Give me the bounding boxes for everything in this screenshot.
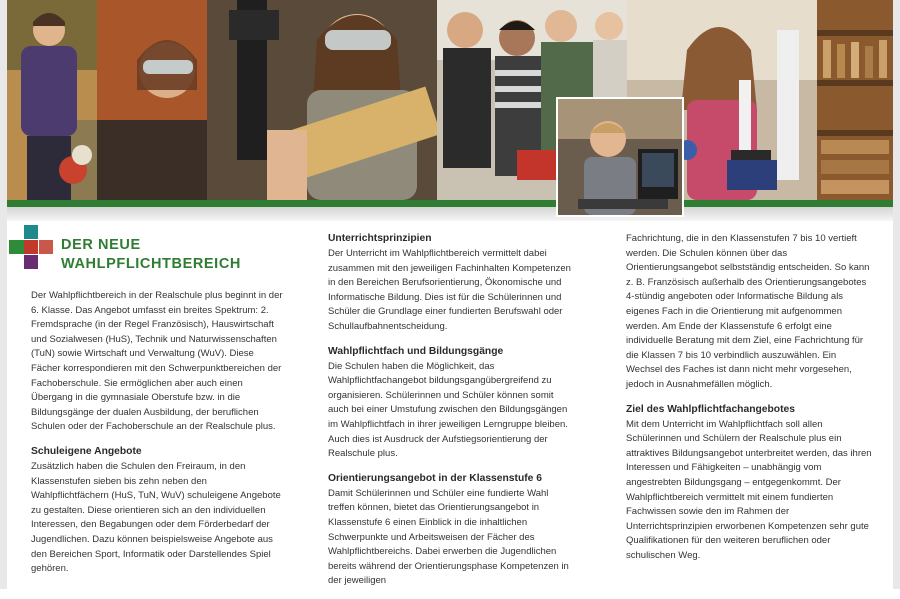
orientierungsangebot-heading: Orientierungsangebot in der Klassenstufe 6 bbox=[328, 472, 542, 484]
schuleigene-heading: Schuleigene Angebote bbox=[31, 445, 142, 457]
brand-logo-cross bbox=[9, 225, 53, 269]
intro-paragraph: Der Wahlpflichtbereich in der Realschule plus beginnt in der 6. Klasse. Das Angebot umfasst ein breites Spektrum: 2. Fremdsprache (in der Regel Französisch), Hauswirtschaft und Sozialwesen (HuS), Technik und Naturwissenschaften (TuN) sowie Wirtschaft und Verwaltung (WuV). Diese Fächer korrespondieren mit den Schwerpunktbereichen der Fachoberschule. Sie ermöglichen aber auch einen Übergang in die gymnasiale Oberstufe bzw. in die Bildungsgänge der dualen Ausbildung, der beruflichen Schulen oder der Fachoberschule an der Realschule plus. bbox=[31, 290, 283, 433]
gray-shadow-band bbox=[7, 207, 893, 221]
column-1 bbox=[31, 289, 283, 587]
bildungsgaenge-heading: Wahlpflichtfach und Bildungsgänge bbox=[328, 345, 504, 357]
logo-red-square bbox=[24, 240, 38, 254]
girls-safety-goggles-drill-photo bbox=[97, 0, 437, 200]
orientierung-continuation-paragraph: Fachrichtung, die in den Klassenstufen 7 bis 10 vertieft werden. Die Schulen können über das Orientierungsangebot selbstständig entscheiden. So kann z. B. Französisch außerhalb des Orientierungsangebotes 4-stündig angeboten oder Informatische Bildung als eigenes Fach in die Orientierung mit aufgenommen werden. Am Ende der Klassenstufe 6 erfolgt eine individuelle Beratung mit dem Ziel, eine Fachrichtung für die Klassen 7 bis 10 verbindlich auszuwählen. Ein Wechsel des Faches ist dann nicht mehr vorgesehen, jedoch in Ausnahmefällen möglich. bbox=[626, 233, 870, 390]
boy-at-computer-photo bbox=[556, 97, 684, 217]
bildungsgaenge-paragraph: Die Schulen haben die Möglichkeit, das Wahlpflichtfachangebot bildungsgangübergreifend zu organisieren. Schülerinnen und Schüler können somit auch bei einer Umstufung zwischen den Bildungsgängen im Wahlpflichtfach in ihrer jeweiligen Lerngruppe bleiben. Auch dies ist Ausdruck der Aufstiegsorientierung der Realschule plus. bbox=[328, 360, 568, 460]
logo-green-square bbox=[9, 240, 24, 254]
column-3 bbox=[626, 232, 872, 573]
column-2 bbox=[328, 232, 573, 599]
photo-strip bbox=[7, 0, 893, 200]
orientierungsangebot-paragraph: Damit Schülerinnen und Schüler eine fundierte Wahl treffen können, bietet das Orientierungsangebot in Klassenstufe 6 einen Einblick in die inhaltlichen Schwerpunkte und Arbeitsweisen der Fächer des Wahlpflichtbereichs. Dabei erwerben die Jugendlichen bereits während der Orientierungsphase Kompetenzen in der jeweiligen bbox=[328, 487, 569, 587]
title-line-2: WAHLPFLICHTBEREICH bbox=[61, 256, 241, 272]
ziel-heading: Ziel des Wahlpflichtfachangebotes bbox=[626, 403, 795, 415]
page-edge-right bbox=[893, 0, 900, 589]
logo-purple-square bbox=[24, 255, 38, 269]
unterrichtsprinzipien-paragraph: Der Unterricht im Wahlpflichtbereich vermittelt dabei zusammen mit den jeweiligen Fachinhalten Kompetenzen in den Bereichen Berufsorientierung, Ökonomische und Informatische Bildung. Dies ist für die Schülerinnen und Schüler die Grundlage einer fundierten Berufswahl oder Schullaufbahnentscheidung. bbox=[328, 248, 571, 332]
green-divider-bar bbox=[7, 200, 893, 207]
schuleigene-paragraph: Zusätzlich haben die Schulen den Freiraum, in den Klassenstufen sieben bis zehn neben den Wahlpflichtfächern (HuS, TuN, WuV) schuleigene Angebote zu gestalten. Diese orientieren sich an den individuellen Interessen, den Begabungen oder dem Förderbedarf der Jugendlichen. Dazu können beispielsweise Angebote aus den Bereichen Sport, Informatik oder Darstellendes Spiel gehören. bbox=[31, 460, 281, 575]
page-title bbox=[61, 236, 241, 274]
logo-teal-square bbox=[24, 225, 38, 239]
page-edge-left bbox=[0, 0, 7, 589]
student-kitchen-photo bbox=[7, 0, 97, 200]
logo-red-square-right bbox=[39, 240, 53, 254]
workshop-tools-shelf-photo bbox=[817, 0, 893, 200]
unterrichtsprinzipien-heading: Unterrichtsprinzipien bbox=[328, 233, 432, 244]
ziel-paragraph: Mit dem Unterricht im Wahlpflichtfach soll allen Schülerinnen und Schülern der Realschule plus ein attraktives Bildungsangebot unterbreitet werden, das ihren Interessen und Fähigkeiten – unabhängig vom angestrebten Bildungsgang – entgegenkommt. Der Wahlpflichtbereich vermittelt mit einem fundierten Fachwissen sowie den im Rahmen der Unterrichtsprinzipien erworbenen Kompetenzen sehr gute Qualifikationen für den weiteren beruflichen oder schulischen Weg. bbox=[626, 418, 872, 561]
title-line-1: DER NEUE bbox=[61, 237, 141, 253]
